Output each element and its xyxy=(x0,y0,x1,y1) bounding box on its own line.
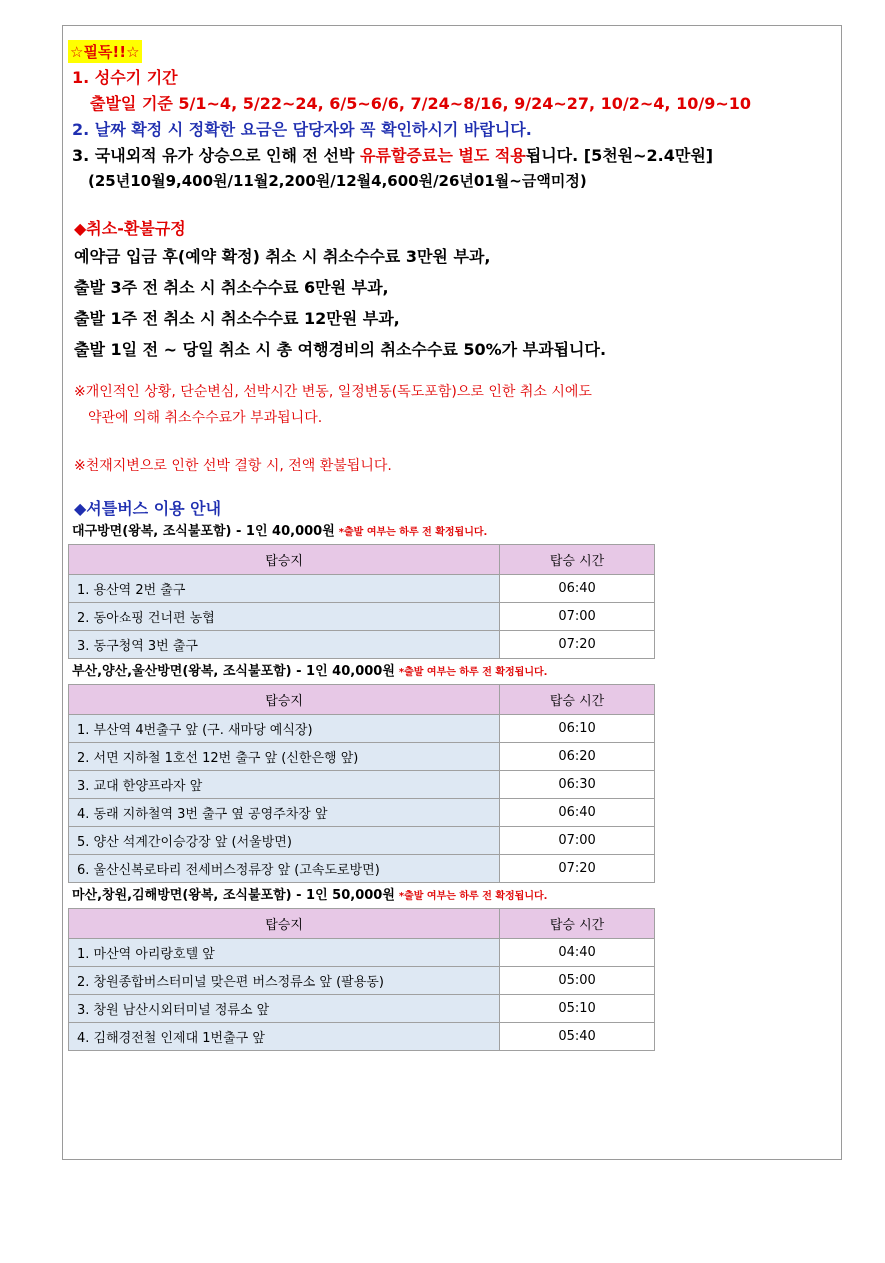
col-time-header: 탑승 시간 xyxy=(500,909,655,939)
table-row xyxy=(69,799,655,827)
route-note: *출발 여부는 하루 전 확정됩니다. xyxy=(398,667,548,678)
stop-place: 1. 용산역 2번 출구 xyxy=(69,575,500,603)
cancellation-rule: 출발 1주 전 취소 시 취소수수료 12만원 부과, xyxy=(74,309,400,328)
stop-place: 6. 울산신복로타리 전세버스정류장 앞 (고속도로방면) xyxy=(69,855,500,883)
stop-place: 2. 서면 지하철 1호선 12번 출구 앞 (신한은행 앞) xyxy=(69,743,500,771)
col-time-header: 탑승 시간 xyxy=(500,545,655,575)
stop-time: 06:30 xyxy=(500,771,655,799)
peak-season-dates: 출발일 기준 5/1~4, 5/22~24, 6/5~6/6, 7/24~8/16, 9/24~27, 10/2~4, 10/9~10 xyxy=(90,94,751,113)
route-title-daegu xyxy=(68,521,833,544)
route-note: *출발 여부는 하루 전 확정됩니다. xyxy=(338,527,488,538)
route-title-text: 부산,양산,울산방면(왕복, 조식불포함) - 1인 40,000원 xyxy=(72,664,395,679)
table-row xyxy=(69,771,655,799)
route-title-text: 마산,창원,김해방면(왕복, 조식불포함) - 1인 50,000원 xyxy=(72,888,395,903)
table-row xyxy=(69,575,655,603)
table-row xyxy=(69,827,655,855)
stop-place: 3. 창원 남산시외터미널 정류소 앞 xyxy=(69,995,500,1023)
cancellation-note-line1: ※개인적인 상황, 단순변심, 선박시간 변동, 일정변동(독도포함)으로 인한 취소 시에도 xyxy=(74,384,592,400)
stop-place: 1. 부산역 4번출구 앞 (구. 새마당 예식장) xyxy=(69,715,500,743)
stop-time: 07:00 xyxy=(500,603,655,631)
table-header-row xyxy=(69,685,655,715)
fuel-surcharge-note xyxy=(68,143,833,169)
table-row xyxy=(69,855,655,883)
col-place-header: 탑승지 xyxy=(69,909,500,939)
stop-time: 05:40 xyxy=(500,1023,655,1051)
stop-time: 05:00 xyxy=(500,967,655,995)
table-row xyxy=(69,967,655,995)
stop-place: 4. 동래 지하철역 3번 출구 옆 공영주차장 앞 xyxy=(69,799,500,827)
stop-place: 4. 김해경전철 인제대 1번출구 앞 xyxy=(69,1023,500,1051)
fuel-suffix: 됩니다. [5천원~2.4만원] xyxy=(525,146,714,165)
force-majeure-note: ※천재지변으로 인한 선박 결항 시, 전액 환불됩니다. xyxy=(74,458,392,474)
stop-time: 07:20 xyxy=(500,631,655,659)
masan-schedule-table xyxy=(68,908,655,1051)
table-row xyxy=(69,631,655,659)
table-header-row xyxy=(69,909,655,939)
stop-time: 06:40 xyxy=(500,799,655,827)
busan-schedule-table xyxy=(68,684,655,883)
stop-time: 05:10 xyxy=(500,995,655,1023)
stop-place: 1. 마산역 아리랑호텔 앞 xyxy=(69,939,500,967)
route-title-busan xyxy=(68,661,833,684)
table-row xyxy=(69,743,655,771)
table-row xyxy=(69,939,655,967)
fare-confirm-note: 2. 날짜 확정 시 정확한 요금은 담당자와 꼭 확인하시기 바랍니다. xyxy=(72,120,532,139)
fuel-highlight: 유류할증료는 별도 적용 xyxy=(360,146,526,165)
fuel-surcharge-detail: (25년10월9,400원/11월2,200원/12월4,600원/26년01월~금액미정) xyxy=(88,172,587,190)
stop-time: 04:40 xyxy=(500,939,655,967)
must-read-badge: ☆필독!!☆ xyxy=(68,40,142,63)
cancellation-heading: ◆취소-환불규정 xyxy=(74,219,186,238)
peak-season-title: 1. 성수기 기간 xyxy=(72,68,178,87)
stop-time: 06:10 xyxy=(500,715,655,743)
table-row xyxy=(69,1023,655,1051)
document-content xyxy=(68,40,833,1053)
cancellation-rule: 예약금 입금 후(예약 확정) 취소 시 취소수수료 3만원 부과, xyxy=(74,247,491,266)
cancellation-rules xyxy=(68,241,833,365)
col-place-header: 탑승지 xyxy=(69,545,500,575)
stop-place: 5. 양산 석계간이승강장 앞 (서울방면) xyxy=(69,827,500,855)
fuel-prefix: 3. 국내외적 유가 상승으로 인해 전 선박 xyxy=(72,146,361,165)
must-read-notice xyxy=(68,40,833,63)
stop-place: 2. 창원종합버스터미널 맞은편 버스정류소 앞 (팔용동) xyxy=(69,967,500,995)
col-place-header: 탑승지 xyxy=(69,685,500,715)
route-note: *출발 여부는 하루 전 확정됩니다. xyxy=(398,891,548,902)
col-time-header: 탑승 시간 xyxy=(500,685,655,715)
route-title-text: 대구방면(왕복, 조식불포함) - 1인 40,000원 xyxy=(72,524,335,539)
cancellation-rule: 출발 1일 전 ~ 당일 취소 시 총 여행경비의 취소수수료 50%가 부과됩니다. xyxy=(74,340,607,359)
stop-place: 2. 동아쇼핑 건너편 농협 xyxy=(69,603,500,631)
table-header-row xyxy=(69,545,655,575)
route-title-masan xyxy=(68,885,833,908)
table-row xyxy=(69,715,655,743)
stop-place: 3. 동구청역 3번 출구 xyxy=(69,631,500,659)
stop-time: 07:20 xyxy=(500,855,655,883)
stop-time: 07:00 xyxy=(500,827,655,855)
daegu-schedule-table xyxy=(68,544,655,659)
shuttle-heading: ◆셔틀버스 이용 안내 xyxy=(74,499,222,518)
stop-place: 3. 교대 한양프라자 앞 xyxy=(69,771,500,799)
cancellation-note-line2: 약관에 의해 취소수수료가 부과됩니다. xyxy=(88,410,323,426)
table-row xyxy=(69,995,655,1023)
table-row xyxy=(69,603,655,631)
stop-time: 06:40 xyxy=(500,575,655,603)
stop-time: 06:20 xyxy=(500,743,655,771)
cancellation-rule: 출발 3주 전 취소 시 취소수수료 6만원 부과, xyxy=(74,278,389,297)
